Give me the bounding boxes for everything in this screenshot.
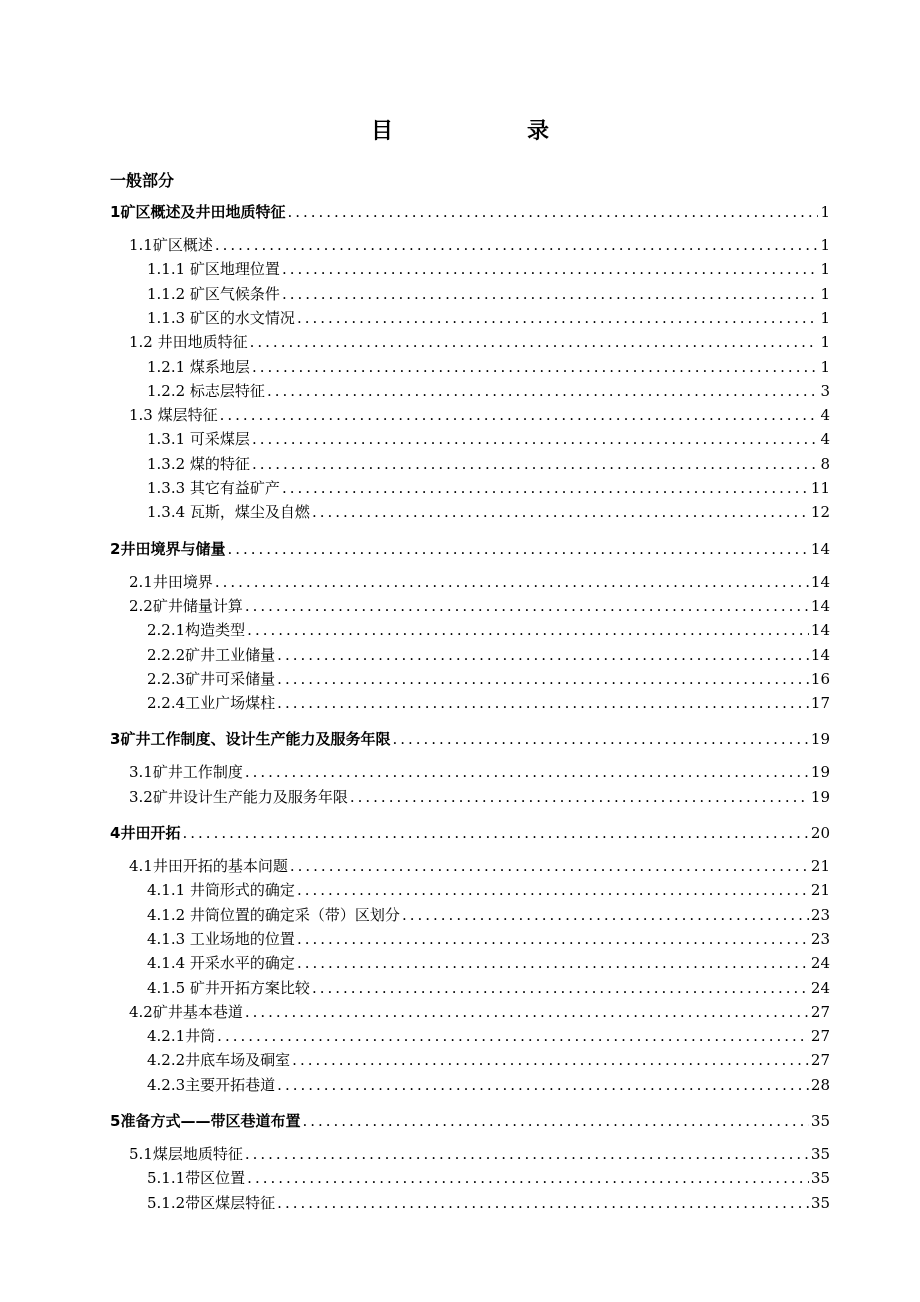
toc-entry[interactable]: [147, 478, 830, 498]
toc-page-number: 14: [810, 572, 830, 591]
toc-leader-dots: [220, 405, 819, 425]
toc-entry[interactable]: [147, 953, 830, 973]
toc-page-number: 4: [820, 406, 830, 425]
toc-leader-dots: [245, 762, 809, 782]
toc-entry[interactable]: [147, 1050, 830, 1070]
toc-entry[interactable]: [147, 1075, 830, 1095]
toc-entry-label: 井田开拓: [120, 824, 181, 842]
toc-page-number: 21: [810, 857, 830, 875]
toc-chapter-number: 5: [110, 1112, 121, 1130]
toc-entry[interactable]: [147, 645, 830, 665]
toc-entry[interactable]: [129, 787, 830, 807]
toc-entry-label: 4.1.3 工业场地的位置: [147, 929, 295, 948]
toc-page-number: 17: [810, 694, 830, 713]
toc-entry-label: 4.2矿井基本巷道: [129, 1002, 243, 1021]
toc-entry-label: 1.3.1 可采煤层: [147, 430, 250, 449]
toc-entry[interactable]: [129, 405, 830, 425]
toc-entry-label: 4.1.5 矿井开拓方案比较: [147, 978, 310, 997]
toc-entry[interactable]: [147, 905, 830, 925]
toc-leader-dots: [297, 953, 809, 973]
toc-page-number: 3: [820, 381, 830, 400]
toc-entry-label: 2.2.1构造类型: [147, 621, 246, 640]
toc-page-number: 14: [810, 596, 830, 615]
toc-leader-dots: [247, 620, 809, 640]
toc-page-number: 23: [810, 929, 830, 948]
toc-entry[interactable]: [147, 454, 830, 474]
toc-entry[interactable]: [129, 332, 830, 352]
toc-entry-label: 2.2.2矿井工业储量: [147, 645, 276, 664]
toc-page-number: 1: [820, 260, 830, 279]
toc-entry-label: 1.1.1 矿区地理位置: [147, 260, 280, 279]
toc-entry-label: 2.2.3矿井可采储量: [147, 669, 276, 688]
toc-leader-dots: [282, 259, 819, 279]
toc-entry-label: 4.2.3主要开拓巷道: [147, 1075, 276, 1094]
toc-page-number: 1: [820, 236, 830, 254]
toc-leader-dots: [312, 502, 809, 522]
toc-entry[interactable]: [147, 357, 830, 377]
toc-entry[interactable]: [147, 880, 830, 900]
toc-page-number: 35: [810, 1112, 830, 1130]
toc-page-number: 1: [820, 284, 830, 303]
toc-page-number: 11: [810, 479, 830, 497]
toc-leader-dots: [350, 787, 809, 807]
toc-entry[interactable]: [147, 669, 830, 689]
toc-entry[interactable]: [147, 284, 830, 304]
toc-entry[interactable]: [129, 235, 830, 255]
toc-page-number: 27: [810, 1002, 830, 1021]
toc-leader-dots: [297, 880, 809, 900]
toc-leader-dots: [245, 1144, 809, 1164]
toc-entry-label: 2.2.4工业广场煤柱: [147, 694, 276, 713]
toc-leader-dots: [245, 596, 809, 616]
toc-entry-label: 1.3.4 瓦斯，煤尘及自燃: [147, 503, 310, 522]
toc-entry-label: 4.1.2 井筒位置的确定采（带）区划分: [147, 905, 400, 924]
toc-entry-label: 1.3.2 煤的特征: [147, 454, 250, 473]
toc-page-number: 27: [810, 1051, 830, 1070]
toc-entry[interactable]: [129, 856, 830, 876]
toc-entry-label: 1.2.1 煤系地层: [147, 357, 250, 376]
toc-chapter-number: 1: [110, 203, 121, 221]
toc-page-number: 1: [820, 308, 830, 327]
toc-leader-dots: [297, 929, 809, 949]
toc-page-number: 35: [810, 1169, 830, 1188]
toc-leader-dots: [183, 823, 809, 843]
toc-leader-dots: [402, 905, 809, 925]
toc-chapter-number: 4: [110, 824, 121, 842]
toc-entry-label: 准备方式——带区巷道布置: [120, 1112, 301, 1130]
toc-leader-dots: [252, 454, 819, 474]
toc-entry[interactable]: [147, 620, 830, 640]
toc-page-number: 1: [820, 357, 830, 376]
toc-page-number: 35: [810, 1145, 830, 1163]
toc-entry-label: 2.2矿井储量计算: [129, 596, 243, 615]
toc-entry-label: 4.2.1井筒: [147, 1027, 216, 1046]
toc-entry[interactable]: [147, 1026, 830, 1046]
toc-entry-label: 井田境界与储量: [120, 539, 226, 558]
toc-entry[interactable]: [147, 429, 830, 449]
toc-entry[interactable]: [110, 729, 830, 749]
toc-leader-dots: [297, 308, 819, 328]
toc-leader-dots: [290, 856, 809, 876]
toc-page-number: 12: [810, 503, 830, 522]
toc-page-number: 24: [810, 954, 830, 973]
toc-chapter-number: 2: [110, 539, 121, 558]
toc-leader-dots: [277, 693, 809, 713]
toc-page-number: 14: [810, 621, 830, 640]
toc-entry-label: 4.1井田开拓的基本问题: [129, 857, 288, 875]
toc-entry[interactable]: [147, 693, 830, 713]
toc-entry-label: 1.3 煤层特征: [129, 406, 218, 425]
toc-page-number: 16: [810, 669, 830, 688]
toc-page-number: 19: [810, 763, 830, 782]
toc-leader-dots: [252, 357, 819, 377]
toc-page-number: 19: [810, 730, 830, 749]
toc-entry-label: 4.1.1 井筒形式的确定: [147, 881, 295, 900]
toc-chapter-number: 3: [110, 730, 121, 749]
section-heading: 一般部分: [110, 171, 175, 190]
toc-entry-label: 4.2.2井底车场及硐室: [147, 1051, 291, 1070]
toc-entry[interactable]: [129, 596, 830, 616]
toc-page-number: 24: [810, 978, 830, 997]
toc-page-number: 1: [820, 333, 830, 352]
toc-entry[interactable]: [129, 1002, 830, 1022]
toc-entry[interactable]: [147, 978, 830, 998]
toc-entry[interactable]: [129, 762, 830, 782]
toc-leader-dots: [215, 572, 809, 592]
toc-page-number: 14: [810, 539, 830, 558]
toc-leader-dots: [217, 1026, 809, 1046]
toc-page-number: 8: [820, 454, 830, 473]
toc-page-number: 1: [820, 203, 830, 221]
toc-page-number: 20: [810, 824, 830, 842]
toc-entry[interactable]: [129, 1144, 830, 1164]
toc-entry-label: 矿井工作制度、设计生产能力及服务年限: [120, 730, 391, 749]
toc-entry[interactable]: [147, 381, 830, 401]
toc-leader-dots: [277, 669, 809, 689]
toc-page-number: 35: [810, 1193, 830, 1212]
toc-entry-label: 3.1矿井工作制度: [129, 763, 243, 782]
toc-leader-dots: [277, 1193, 809, 1213]
toc-page-number: 27: [810, 1027, 830, 1046]
toc-leader-dots: [277, 1075, 809, 1095]
toc-entry[interactable]: [110, 202, 830, 222]
toc-entry[interactable]: [147, 259, 830, 279]
toc-entry-label: 4.1.4 开采水平的确定: [147, 954, 295, 973]
toc-entry[interactable]: [147, 1193, 830, 1213]
toc-leader-dots: [252, 429, 819, 449]
toc-page-number: 19: [810, 787, 830, 806]
toc-leader-dots: [282, 284, 819, 304]
toc-entry[interactable]: [147, 502, 830, 522]
toc-leader-dots: [227, 539, 808, 559]
toc-leader-dots: [250, 332, 819, 352]
toc-page-number: 23: [810, 905, 830, 924]
toc-entry[interactable]: [129, 572, 830, 592]
toc-page-number: 21: [810, 881, 830, 900]
toc-leader-dots: [245, 1002, 809, 1022]
toc-entry[interactable]: [147, 308, 830, 328]
toc-entry-label: 5.1煤层地质特征: [129, 1145, 243, 1163]
toc-leader-dots: [287, 202, 818, 222]
toc-entry-label: 1.2.2 标志层特征: [147, 381, 265, 400]
toc-leader-dots: [282, 478, 809, 498]
toc-entry-label: 1.1矿区概述: [129, 236, 213, 254]
toc-page-number: 14: [810, 645, 830, 664]
toc-entry-label: 矿区概述及井田地质特征: [120, 203, 286, 221]
toc-leader-dots: [302, 1111, 808, 1131]
toc-entry-label: 5.1.1带区位置: [147, 1169, 246, 1188]
toc-entry-label: 1.3.3 其它有益矿产: [147, 479, 280, 497]
toc-entry-label: 1.2 井田地质特征: [129, 333, 248, 352]
toc-page-number: 4: [820, 430, 830, 449]
toc-leader-dots: [292, 1050, 809, 1070]
toc-leader-dots: [392, 729, 808, 749]
toc-leader-dots: [267, 381, 819, 401]
toc-entry-label: 1.1.2 矿区气候条件: [147, 284, 280, 303]
toc-entry-label: 3.2矿井设计生产能力及服务年限: [129, 787, 348, 806]
toc-entry[interactable]: [110, 539, 830, 559]
toc-entry-label: 2.1井田境界: [129, 572, 213, 591]
toc-leader-dots: [312, 978, 809, 998]
toc-entry-label: 5.1.2带区煤层特征: [147, 1193, 276, 1212]
toc-entry[interactable]: [110, 1111, 830, 1131]
toc-leader-dots: [247, 1168, 809, 1188]
page-title: 目 录: [370, 119, 579, 144]
toc-page-number: 28: [810, 1075, 830, 1094]
toc-entry[interactable]: [110, 823, 830, 843]
toc-leader-dots: [277, 645, 809, 665]
toc-entry[interactable]: [147, 929, 830, 949]
toc-entry-label: 1.1.3 矿区的水文情况: [147, 308, 295, 327]
toc-leader-dots: [215, 235, 819, 255]
toc-entry[interactable]: [147, 1168, 830, 1188]
